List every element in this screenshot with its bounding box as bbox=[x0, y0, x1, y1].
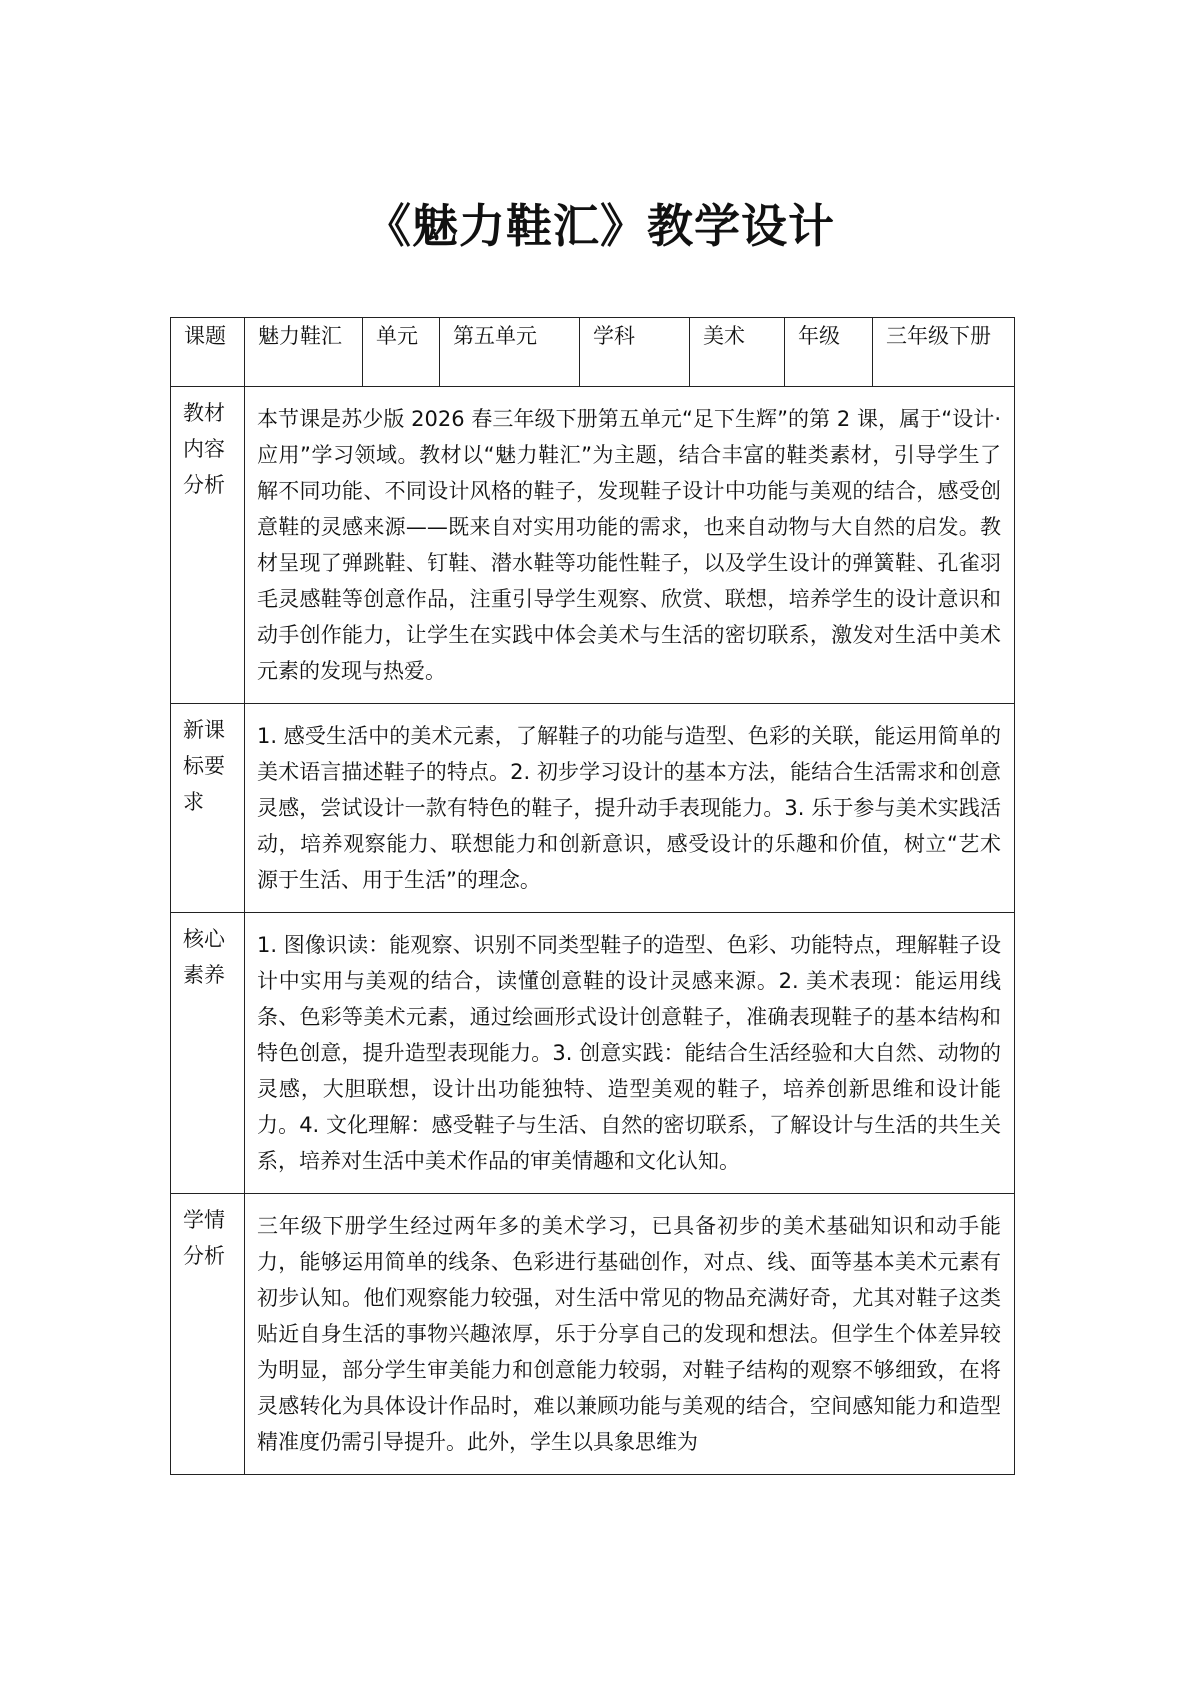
section-label-text: 教材内容分析 bbox=[183, 401, 225, 497]
section-label-text: 新课标要求 bbox=[183, 718, 225, 814]
section-row-textbook-analysis bbox=[171, 387, 1015, 704]
section-content: 三年级下册学生经过两年多的美术学习，已具备初步的美术基础知识和动手能力，能够运用简单的线条、色彩进行基础创作，对点、线、面等基本美术元素有初步认知。他们观察能力较强，对生活中常见的物品充满好奇，尤其对鞋子这类贴近自身生活的事物兴趣浓厚，乐于分享自己的发现和想法。但学生个体差异较为明显，部分学生审美能力和创意能力较弱，对鞋子结构的观察不够细致，在将灵感转化为具体设计作品时，难以兼顾功能与美观的结合，空间感知能力和造型精准度仍需引导提升。此外，学生以具象思维为 bbox=[245, 1194, 1015, 1475]
section-row-curriculum-standards bbox=[171, 704, 1015, 913]
section-label bbox=[171, 387, 245, 704]
header-row bbox=[171, 318, 1015, 387]
section-label bbox=[171, 704, 245, 913]
section-row-core-competencies bbox=[171, 913, 1015, 1194]
section-label-text: 学情分析 bbox=[183, 1208, 225, 1268]
section-label bbox=[171, 913, 245, 1194]
section-content: 1. 感受生活中的美术元素，了解鞋子的功能与造型、色彩的关联，能运用简单的美术语言描述鞋子的特点。2. 初步学习设计的基本方法，能结合生活需求和创意灵感，尝试设计一款有特色的鞋子，提升动手表现能力。3. 乐于参与美术实践活动，培养观察能力、联想能力和创新意识，感受设计的乐趣和价值，树立“艺术源于生活、用于生活”的理念。 bbox=[245, 704, 1015, 913]
section-content: 1. 图像识读：能观察、识别不同类型鞋子的造型、色彩、功能特点，理解鞋子设计中实用与美观的结合，读懂创意鞋的设计灵感来源。2. 美术表现：能运用线条、色彩等美术元素，通过绘画形式设计创意鞋子，准确表现鞋子的基本结构和特色创意，提升造型表现能力。3. 创意实践：能结合生活经验和大自然、动物的灵感，大胆联想，设计出功能独特、造型美观的鞋子，培养创新思维和设计能力。4. 文化理解：感受鞋子与生活、自然的密切联系，了解设计与生活的共生关系，培养对生活中美术作品的审美情趣和文化认知。 bbox=[245, 913, 1015, 1194]
topic-label: 课题 bbox=[171, 318, 245, 387]
unit-value: 第五单元 bbox=[440, 318, 580, 387]
lesson-plan-table bbox=[170, 317, 1015, 1475]
section-label-text: 核心素养 bbox=[183, 927, 225, 987]
section-row-student-analysis bbox=[171, 1194, 1015, 1475]
subject-label: 学科 bbox=[580, 318, 690, 387]
grade-label: 年级 bbox=[785, 318, 873, 387]
section-content: 本节课是苏少版 2026 春三年级下册第五单元“足下生辉”的第 2 课，属于“设计·应用”学习领域。教材以“魅力鞋汇”为主题，结合丰富的鞋类素材，引导学生了解不同功能、不同设计风格的鞋子，发现鞋子设计中功能与美观的结合，感受创意鞋的灵感来源——既来自对实用功能的需求，也来自动物与大自然的启发。教材呈现了弹跳鞋、钉鞋、潜水鞋等功能性鞋子，以及学生设计的弹簧鞋、孔雀羽毛灵感鞋等创意作品，注重引导学生观察、欣赏、联想，培养学生的设计意识和动手创作能力，让学生在实践中体会美术与生活的密切联系，激发对生活中美术元素的发现与热爱。 bbox=[245, 387, 1015, 704]
unit-label: 单元 bbox=[363, 318, 440, 387]
section-label bbox=[171, 1194, 245, 1475]
subject-value: 美术 bbox=[690, 318, 785, 387]
grade-value: 三年级下册 bbox=[873, 318, 1015, 387]
topic-value: 魅力鞋汇 bbox=[245, 318, 363, 387]
page-title: 《魅力鞋汇》教学设计 bbox=[365, 199, 835, 253]
